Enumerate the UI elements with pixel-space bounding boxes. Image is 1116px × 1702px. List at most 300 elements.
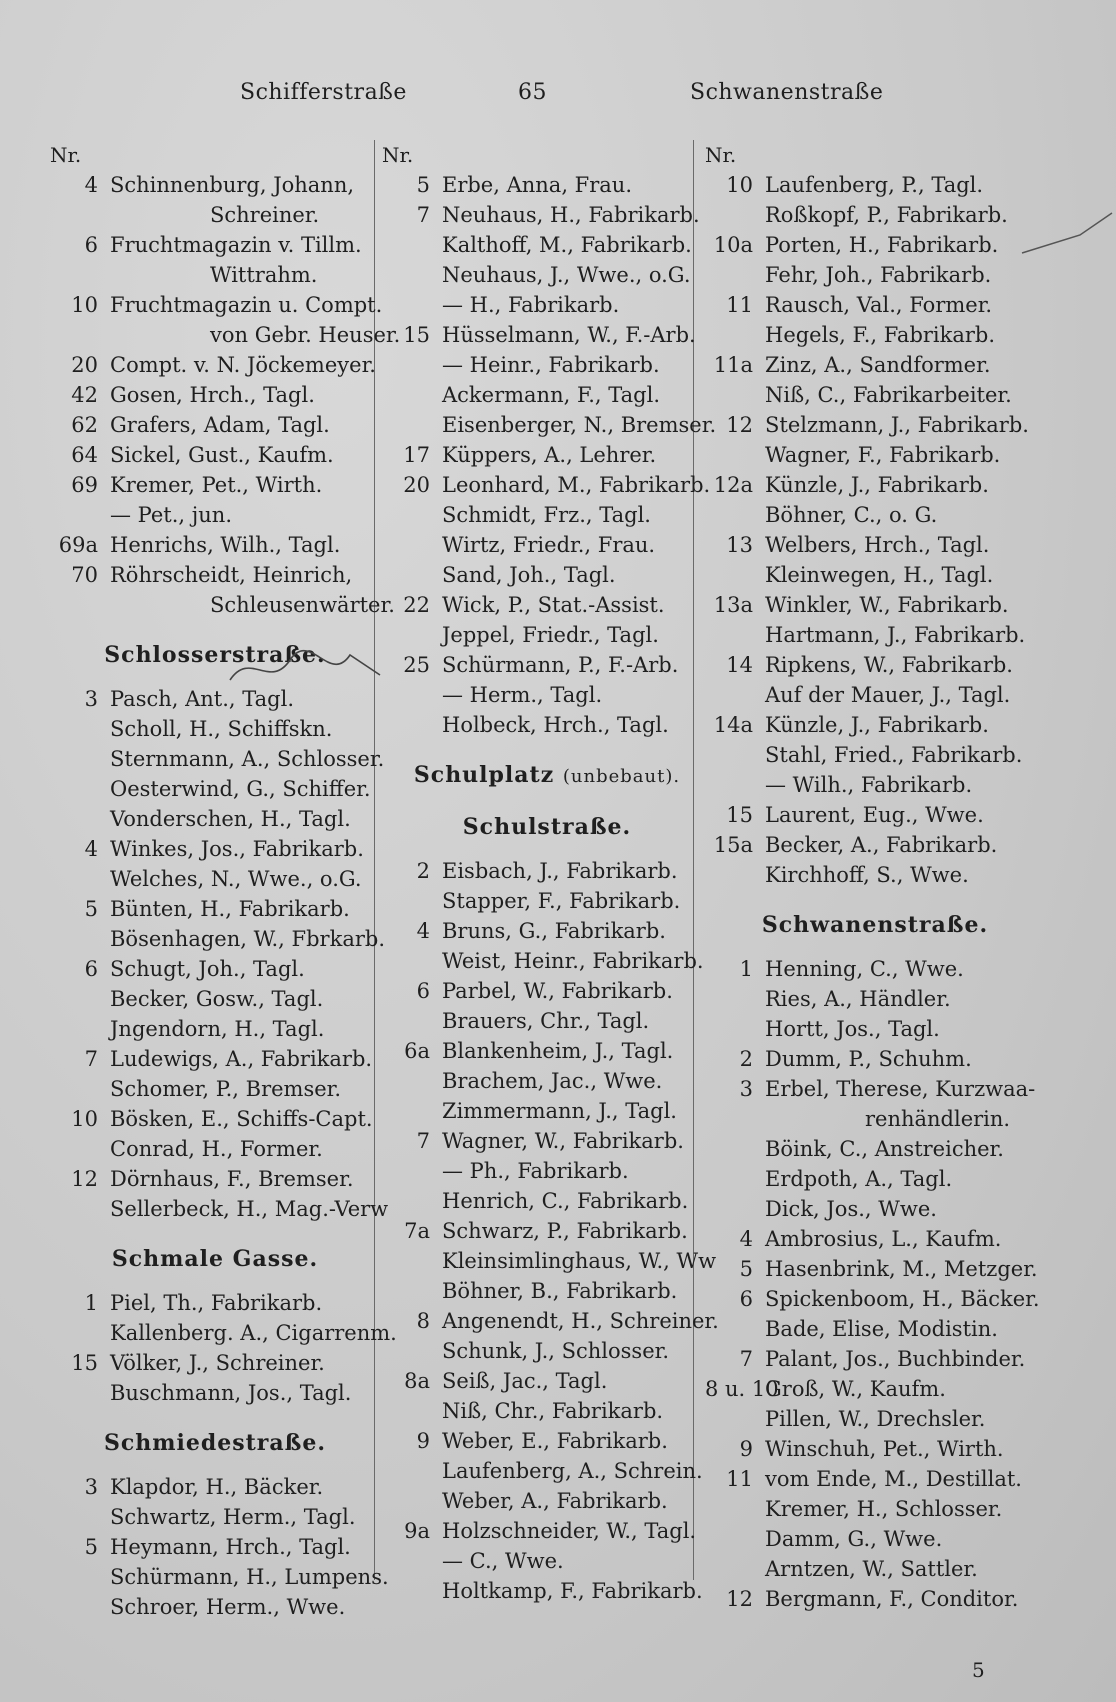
resident-text: Pasch, Ant., Tagl. xyxy=(110,687,295,711)
resident-text: Ambrosius, L., Kaufm. xyxy=(765,1227,1002,1251)
resident-text: Compt. v. N. Jöckemeyer. xyxy=(110,353,376,377)
resident-text: Schinnenburg, Johann, xyxy=(110,173,355,197)
resident-text: Jngendorn, H., Tagl. xyxy=(110,1017,325,1041)
directory-entry xyxy=(705,470,1045,500)
resident-text: Hasenbrink, M., Metzger. xyxy=(765,1257,1038,1281)
resident-text: Böhner, B., Fabrikarb. xyxy=(442,1279,678,1303)
resident-text: Dick, Jos., Wwe. xyxy=(765,1197,937,1221)
directory-entry xyxy=(705,590,1045,620)
house-number xyxy=(382,1336,442,1366)
directory-entry xyxy=(705,1014,1045,1044)
directory-entry xyxy=(50,1044,380,1074)
resident-text: Wittrahm. xyxy=(210,263,318,287)
house-number: 70 xyxy=(71,563,98,587)
directory-entry xyxy=(705,230,1045,260)
directory-entry xyxy=(50,170,380,200)
resident-text: Röhrscheidt, Heinrich, xyxy=(110,563,353,587)
handwritten-scribble-icon xyxy=(210,640,400,700)
resident-text: Erbe, Anna, Frau. xyxy=(442,173,633,197)
resident-text: renhändlerin. xyxy=(865,1107,1011,1131)
resident-text: Hüsselmann, W., F.-Arb. xyxy=(442,323,696,347)
directory-entry xyxy=(705,710,1045,740)
resident-text: Sand, Joh., Tagl. xyxy=(442,563,616,587)
house-number xyxy=(382,946,442,976)
house-number: 8a xyxy=(404,1369,430,1393)
house-number xyxy=(382,1186,442,1216)
house-number xyxy=(705,260,765,290)
house-number xyxy=(705,320,765,350)
resident-text: Porten, H., Fabrikarb. xyxy=(765,233,999,257)
directory-entry xyxy=(382,886,712,916)
resident-text: Ripkens, W., Fabrikarb. xyxy=(765,653,1013,677)
resident-text: Rausch, Val., Former. xyxy=(765,293,993,317)
directory-entry xyxy=(705,1524,1045,1554)
house-number xyxy=(705,1494,765,1524)
resident-text: Damm, G., Wwe. xyxy=(765,1527,943,1551)
resident-text: Völker, J., Schreiner. xyxy=(110,1351,325,1375)
directory-entry xyxy=(382,650,712,680)
house-number xyxy=(50,1318,110,1348)
directory-entry xyxy=(50,1134,380,1164)
house-number xyxy=(50,500,110,530)
house-number xyxy=(705,1194,765,1224)
resident-text: Auf der Mauer, J., Tagl. xyxy=(765,683,1011,707)
entry-list xyxy=(382,170,717,740)
house-number xyxy=(382,530,442,560)
resident-text: Becker, A., Fabrikarb. xyxy=(765,833,998,857)
entry-list xyxy=(705,954,1045,1614)
directory-entry xyxy=(382,1516,712,1546)
house-number xyxy=(50,1194,110,1224)
resident-text: Wick, P., Stat.-Assist. xyxy=(442,593,665,617)
resident-text: Weist, Heinr., Fabrikarb. xyxy=(442,949,704,973)
resident-text: Laufenberg, P., Tagl. xyxy=(765,173,984,197)
directory-entry xyxy=(382,1336,712,1366)
directory-entry xyxy=(382,350,712,380)
resident-text: Eisbach, J., Fabrikarb. xyxy=(442,859,678,883)
resident-text: Fehr, Joh., Fabrikarb. xyxy=(765,263,992,287)
house-number: 4 xyxy=(416,919,430,943)
directory-entry xyxy=(705,320,1045,350)
house-number: 4 xyxy=(84,837,98,861)
resident-text: Becker, Gosw., Tagl. xyxy=(110,987,324,1011)
house-number xyxy=(50,1562,110,1592)
directory-entry xyxy=(382,976,712,1006)
directory-entry xyxy=(50,1074,380,1104)
directory-entry xyxy=(705,200,1045,230)
resident-text: Hartmann, J., Fabrikarb. xyxy=(765,623,1026,647)
house-number: 5 xyxy=(84,897,98,921)
directory-entry xyxy=(705,650,1045,680)
directory-entry xyxy=(382,1186,712,1216)
directory-entry xyxy=(382,856,712,886)
resident-text: Bade, Elise, Modistin. xyxy=(765,1317,998,1341)
directory-entry xyxy=(50,410,380,440)
resident-text: Kremer, Pet., Wirth. xyxy=(110,473,323,497)
house-number xyxy=(50,1074,110,1104)
directory-entry xyxy=(382,1456,712,1486)
house-number: 1 xyxy=(84,1291,98,1315)
resident-text: Sternmann, A., Schlosser. xyxy=(110,747,385,771)
house-number: 6 xyxy=(416,979,430,1003)
directory-entry xyxy=(50,804,380,834)
directory-entry xyxy=(50,1288,380,1318)
house-number xyxy=(50,714,110,744)
header-right-street: Schwanenstraße xyxy=(690,80,884,105)
directory-entry xyxy=(382,680,712,710)
resident-text: Brauers, Chr., Tagl. xyxy=(442,1009,650,1033)
resident-text: Bergmann, F., Conditor. xyxy=(765,1587,1019,1611)
resident-text: Ries, A., Händler. xyxy=(765,987,951,1011)
house-number: 4 xyxy=(84,173,98,197)
resident-text: Welbers, Hrch., Tagl. xyxy=(765,533,990,557)
resident-text: Ackermann, F., Tagl. xyxy=(442,383,661,407)
house-number: 12 xyxy=(726,1587,753,1611)
resident-text: Hegels, F., Fabrikarb. xyxy=(765,323,996,347)
house-number: 10a xyxy=(713,233,753,257)
directory-entry xyxy=(382,946,712,976)
house-number: 3 xyxy=(84,687,98,711)
resident-text: Ludewigs, A., Fabrikarb. xyxy=(110,1047,373,1071)
directory-entry xyxy=(382,410,717,440)
directory-entry xyxy=(705,1044,1045,1074)
resident-text: Holtkamp, F., Fabrikarb. xyxy=(442,1579,703,1603)
directory-entry xyxy=(382,560,712,590)
resident-text: Kallenberg. A., Cigarrenm. xyxy=(110,1321,397,1345)
house-number: 10 xyxy=(71,1107,98,1131)
resident-text: Niß, Chr., Fabrikarb. xyxy=(442,1399,664,1423)
resident-text: Gosen, Hrch., Tagl. xyxy=(110,383,315,407)
directory-entry xyxy=(705,260,1045,290)
header-page-number: 65 xyxy=(518,80,547,105)
directory-entry xyxy=(50,954,380,984)
resident-text: Henning, C., Wwe. xyxy=(765,957,964,981)
directory-entry xyxy=(705,830,1045,860)
house-number xyxy=(50,1378,110,1408)
directory-entry xyxy=(705,1554,1045,1584)
house-number xyxy=(50,590,110,620)
house-number xyxy=(705,984,765,1014)
directory-entry xyxy=(705,1404,1045,1434)
resident-text: Bösenhagen, W., Fbrkarb. xyxy=(110,927,385,951)
resident-text: Piel, Th., Fabrikarb. xyxy=(110,1291,323,1315)
section-heading-schmiedestrasse: Schmiedestraße. xyxy=(103,1430,327,1456)
directory-entry xyxy=(705,410,1045,440)
directory-entry xyxy=(382,1246,717,1276)
house-number: 6 xyxy=(84,233,98,257)
house-number xyxy=(705,1014,765,1044)
directory-entry xyxy=(50,864,380,894)
resident-text: Dumm, P., Schuhm. xyxy=(765,1047,972,1071)
section-heading-schulstrasse: Schulstraße. xyxy=(462,814,632,840)
house-number xyxy=(705,1104,765,1134)
resident-text: Winschuh, Pet., Wirth. xyxy=(765,1437,1004,1461)
directory-entry xyxy=(382,1396,712,1426)
directory-entry xyxy=(382,380,712,410)
resident-text: — Pet., jun. xyxy=(110,503,232,527)
directory-entry xyxy=(705,1344,1045,1374)
house-number: 6 xyxy=(84,957,98,981)
directory-entry xyxy=(382,1426,712,1456)
house-number: 64 xyxy=(71,443,98,467)
house-number xyxy=(382,500,442,530)
resident-text: Oesterwind, G., Schiffer. xyxy=(110,777,371,801)
resident-text: von Gebr. Heuser. xyxy=(210,323,401,347)
resident-text: Erbel, Therese, Kurzwaa- xyxy=(765,1077,1036,1101)
resident-text: vom Ende, M., Destillat. xyxy=(765,1467,1022,1491)
resident-text: Winkler, W., Fabrikarb. xyxy=(765,593,1009,617)
house-number xyxy=(50,864,110,894)
resident-text: — H., Fabrikarb. xyxy=(442,293,620,317)
resident-text: Scholl, H., Schiffskn. xyxy=(110,717,333,741)
house-number xyxy=(50,804,110,834)
resident-text: Arntzen, W., Sattler. xyxy=(765,1557,978,1581)
house-number xyxy=(382,350,442,380)
resident-text: Künzle, J., Fabrikarb. xyxy=(765,713,989,737)
house-number: 11 xyxy=(726,1467,753,1491)
directory-entry xyxy=(705,1254,1045,1284)
house-number: 62 xyxy=(71,413,98,437)
directory-entry xyxy=(382,470,712,500)
directory-entry xyxy=(50,774,380,804)
house-number: 4 xyxy=(739,1227,753,1251)
resident-text: Schürmann, H., Lumpens. xyxy=(110,1565,389,1589)
resident-text: Laurent, Eug., Wwe. xyxy=(765,803,984,827)
resident-text: Küppers, A., Lehrer. xyxy=(442,443,657,467)
house-number xyxy=(50,1134,110,1164)
house-number: 10 xyxy=(71,293,98,317)
directory-entry xyxy=(705,1314,1045,1344)
resident-text: Kremer, H., Schlosser. xyxy=(765,1497,1003,1521)
resident-text: Fruchtmagazin u. Compt. xyxy=(110,293,383,317)
directory-entry xyxy=(382,1486,712,1516)
resident-text: Sellerbeck, H., Mag.-Verw xyxy=(110,1197,389,1221)
house-number: 9 xyxy=(739,1437,753,1461)
house-number xyxy=(705,620,765,650)
directory-entry xyxy=(382,1036,712,1066)
resident-text: — Heinr., Fabrikarb. xyxy=(442,353,660,377)
house-number xyxy=(382,1486,442,1516)
directory-entry xyxy=(705,1224,1045,1254)
house-number xyxy=(382,710,442,740)
house-number xyxy=(705,1134,765,1164)
directory-entry xyxy=(382,230,712,260)
directory-entry xyxy=(50,530,380,560)
directory-entry xyxy=(705,440,1045,470)
resident-text: Angenendt, H., Schreiner. xyxy=(442,1309,719,1333)
directory-entry xyxy=(382,1216,712,1246)
house-number xyxy=(705,1314,765,1344)
directory-entry xyxy=(705,800,1045,830)
resident-text: Parbel, W., Fabrikarb. xyxy=(442,979,673,1003)
house-number xyxy=(705,500,765,530)
directory-entry xyxy=(705,1374,1045,1404)
directory-entry xyxy=(705,1494,1045,1524)
house-number: 20 xyxy=(71,353,98,377)
house-number xyxy=(50,320,110,350)
resident-text: Groß, W., Kaufm. xyxy=(765,1377,946,1401)
directory-entry xyxy=(705,1434,1045,1464)
house-number xyxy=(382,1156,442,1186)
resident-text: Kalthoff, M., Fabrikarb. xyxy=(442,233,692,257)
directory-entry xyxy=(50,1532,380,1562)
resident-text: Zinz, A., Sandformer. xyxy=(765,353,991,377)
directory-entry xyxy=(382,590,712,620)
resident-text: Kirchhoff, S., Wwe. xyxy=(765,863,969,887)
entry-list xyxy=(382,856,719,1606)
entry-list xyxy=(50,170,401,620)
resident-text: Schroer, Herm., Wwe. xyxy=(110,1595,346,1619)
resident-text: Neuhaus, H., Fabrikarb. xyxy=(442,203,700,227)
entry-list xyxy=(705,170,1045,890)
house-number xyxy=(382,1066,442,1096)
resident-text: Holbeck, Hrch., Tagl. xyxy=(442,713,669,737)
directory-entry xyxy=(382,710,712,740)
resident-text: Schmidt, Frz., Tagl. xyxy=(442,503,651,527)
resident-text: Henrichs, Wilh., Tagl. xyxy=(110,533,341,557)
directory-entry xyxy=(50,1348,380,1378)
directory-entry xyxy=(382,440,712,470)
house-number: 9 xyxy=(416,1429,430,1453)
directory-entry xyxy=(382,530,712,560)
directory-entry xyxy=(705,1164,1045,1194)
house-number xyxy=(382,230,442,260)
resident-text: Schomer, P., Bremser. xyxy=(110,1077,342,1101)
resident-text: Weber, E., Fabrikarb. xyxy=(442,1429,668,1453)
house-number: 5 xyxy=(739,1257,753,1281)
house-number xyxy=(50,984,110,1014)
directory-entry xyxy=(705,680,1045,710)
house-number xyxy=(382,260,442,290)
directory-entry xyxy=(50,1164,380,1194)
nr-label: Nr. xyxy=(50,143,82,167)
resident-text: Eisenberger, N., Bremser. xyxy=(442,413,717,437)
resident-text: Winkes, Jos., Fabrikarb. xyxy=(110,837,364,861)
directory-entry xyxy=(705,620,1045,650)
directory-entry xyxy=(705,770,1045,800)
resident-text: Schreiner. xyxy=(210,203,320,227)
directory-entry xyxy=(705,984,1045,1014)
resident-text: Klapdor, H., Bäcker. xyxy=(110,1475,324,1499)
house-number xyxy=(50,774,110,804)
resident-text: Leonhard, M., Fabrikarb. xyxy=(442,473,711,497)
directory-entry xyxy=(50,1104,380,1134)
directory-entry xyxy=(705,380,1045,410)
directory-entry xyxy=(382,1306,719,1336)
house-number: 6a xyxy=(404,1039,430,1063)
house-number: 8 xyxy=(416,1309,430,1333)
section-note: (unbebaut). xyxy=(562,766,681,787)
directory-entry xyxy=(705,530,1045,560)
house-number xyxy=(705,1554,765,1584)
resident-text: Dörnhaus, F., Bremser. xyxy=(110,1167,354,1191)
house-number: 11 xyxy=(726,293,753,317)
house-number: 15 xyxy=(726,803,753,827)
house-number: 12 xyxy=(726,413,753,437)
directory-entry xyxy=(50,230,380,260)
section-heading-schulplatz xyxy=(382,760,712,792)
directory-entry xyxy=(705,1194,1045,1224)
resident-text: Stapper, F., Fabrikarb. xyxy=(442,889,681,913)
resident-text: Schwarz, P., Fabrikarb. xyxy=(442,1219,688,1243)
house-number: 6 xyxy=(739,1287,753,1311)
house-number: 12a xyxy=(713,473,753,497)
resident-text: Henrich, C., Fabrikarb. xyxy=(442,1189,689,1213)
directory-entry xyxy=(50,260,380,290)
house-number xyxy=(382,1546,442,1576)
directory-entry xyxy=(50,590,395,620)
header-left-street: Schifferstraße xyxy=(240,80,407,105)
house-number: 22 xyxy=(403,593,430,617)
house-number xyxy=(50,260,110,290)
directory-entry xyxy=(705,1074,1045,1104)
house-number xyxy=(382,886,442,916)
house-number xyxy=(50,1502,110,1532)
directory-entry xyxy=(50,714,380,744)
resident-text: Kleinwegen, H., Tagl. xyxy=(765,563,994,587)
column-1 xyxy=(50,140,401,1622)
house-number xyxy=(382,1576,442,1606)
house-number xyxy=(382,1096,442,1126)
entry-list xyxy=(50,1288,397,1408)
house-number: 3 xyxy=(84,1475,98,1499)
directory-entry xyxy=(705,290,1045,320)
resident-text: Palant, Jos., Buchbinder. xyxy=(765,1347,1026,1371)
resident-text: Bünten, H., Fabrikarb. xyxy=(110,897,350,921)
directory-entry xyxy=(382,1576,712,1606)
house-number: 17 xyxy=(403,443,430,467)
resident-text: — Wilh., Fabrikarb. xyxy=(765,773,973,797)
resident-text: Conrad, H., Former. xyxy=(110,1137,323,1161)
resident-text: — Ph., Fabrikarb. xyxy=(442,1159,629,1183)
house-number: 9a xyxy=(404,1519,430,1543)
nr-label: Nr. xyxy=(382,143,414,167)
resident-text: Jeppel, Friedr., Tagl. xyxy=(442,623,659,647)
directory-entry xyxy=(50,1318,397,1348)
resident-text: Schwartz, Herm., Tagl. xyxy=(110,1505,356,1529)
house-number: 15 xyxy=(71,1351,98,1375)
section-title: Schulplatz xyxy=(413,762,555,788)
house-number: 10 xyxy=(726,173,753,197)
resident-text: Böhner, C., o. G. xyxy=(765,503,938,527)
footer-page-number: 5 xyxy=(972,1658,985,1682)
directory-entry xyxy=(705,560,1045,590)
directory-entry xyxy=(50,894,380,924)
house-number: 12 xyxy=(71,1167,98,1191)
house-number xyxy=(705,860,765,890)
house-number xyxy=(382,290,442,320)
resident-text: Weber, A., Fabrikarb. xyxy=(442,1489,668,1513)
pencil-mark-icon xyxy=(1020,205,1115,265)
directory-entry xyxy=(382,1546,712,1576)
resident-text: Sickel, Gust., Kaufm. xyxy=(110,443,334,467)
resident-text: — C., Wwe. xyxy=(442,1549,564,1573)
house-number: 13a xyxy=(713,593,753,617)
resident-text: Schugt, Joh., Tagl. xyxy=(110,957,305,981)
directory-entry xyxy=(50,984,380,1014)
directory-entry xyxy=(705,350,1045,380)
resident-text: Böink, C., Anstreicher. xyxy=(765,1137,1004,1161)
section-heading-schwanenstrasse: Schwanenstraße. xyxy=(761,912,989,938)
directory-entry xyxy=(50,1562,389,1592)
directory-entry xyxy=(705,1284,1045,1314)
house-number xyxy=(382,560,442,590)
resident-text: — Herm., Tagl. xyxy=(442,683,603,707)
directory-entry xyxy=(50,320,401,350)
entry-list xyxy=(50,1472,389,1622)
resident-text: Fruchtmagazin v. Tillm. xyxy=(110,233,362,257)
directory-entry xyxy=(50,834,380,864)
